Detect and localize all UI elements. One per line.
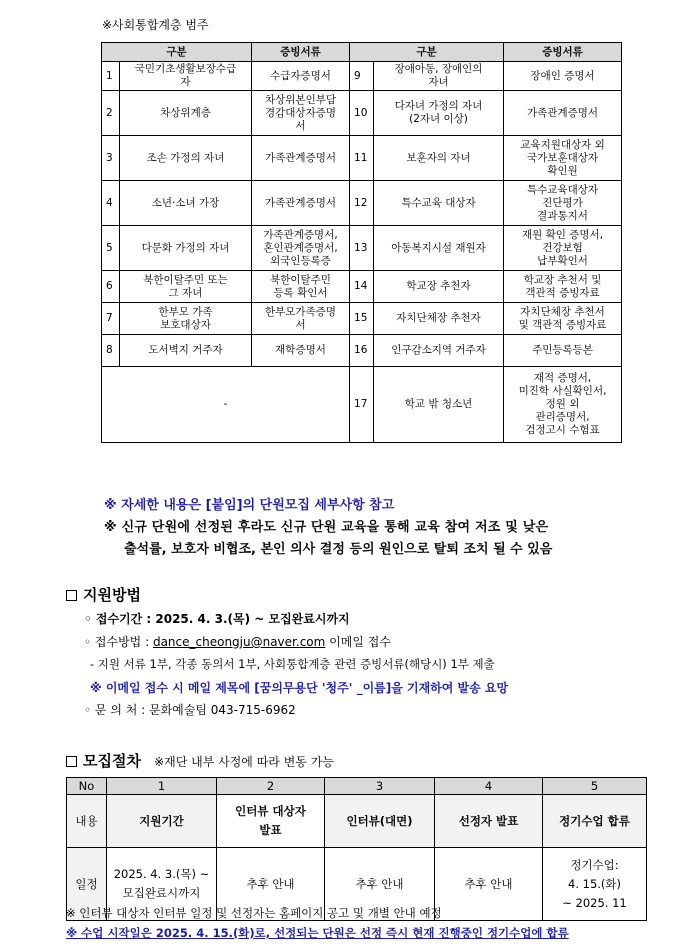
category-cell: 자치단체장 추천자 xyxy=(374,303,504,335)
document-cell: 차상위본인부담 경감대상자증명 서 xyxy=(252,91,350,136)
process-schedule: 정기수업: 4. 15.(화) ~ 2025. 11 xyxy=(543,848,647,921)
process-header-cell: No xyxy=(67,778,107,795)
circle-bullet-icon: ◦ xyxy=(84,612,96,626)
document-cell: 자치단체장 추천서 및 객관적 증빙자료 xyxy=(504,303,622,335)
document-cell: 재원 확인 증명서, 건강보험 납부확인서 xyxy=(504,226,622,271)
process-step: 인터뷰(대면) xyxy=(325,795,435,848)
table-row xyxy=(102,226,622,271)
category-cell: 장애아동, 장애인의 자녀 xyxy=(374,62,504,91)
row-number: 10 xyxy=(350,91,374,136)
apply-title: 지원방법 xyxy=(83,586,141,604)
row-number: 14 xyxy=(350,271,374,303)
row-number: 2 xyxy=(102,91,120,136)
table-row xyxy=(102,181,622,226)
category-cell-bold-suffix: 다자녀 가정의 자녀 (2자녀 이상) xyxy=(374,91,504,136)
row-number: 3 xyxy=(102,136,120,181)
row-number: 1 xyxy=(102,62,120,91)
document-cell: 교육지원대상자 외 국가보훈대상자 확인원 xyxy=(504,136,622,181)
category-cell: 한부모 가족 보호대상자 xyxy=(120,303,252,335)
table-row xyxy=(102,271,622,303)
row-number: 11 xyxy=(350,136,374,181)
process-content-row xyxy=(67,795,647,848)
process-step: 정기수업 합류 xyxy=(543,795,647,848)
process-step: 인터뷰 대상자 발표 xyxy=(217,795,325,848)
process-header-row xyxy=(67,778,647,795)
process-step: 선정자 발표 xyxy=(435,795,543,848)
apply-method xyxy=(84,633,391,650)
document-cell: 학교장 추천서 및 객관적 증빙자료 xyxy=(504,271,622,303)
circle-bullet-icon: ◦ xyxy=(84,635,95,649)
row-number: 17 xyxy=(350,367,374,443)
process-header-cell: 2 xyxy=(217,778,325,795)
document-cell: 북한이탈주민 등록 확인서 xyxy=(252,271,350,303)
table-row xyxy=(102,367,622,443)
category-cell: 북한이탈주민 또는 그 자녀 xyxy=(120,271,252,303)
document-cell: 재적 증명서, 미진학 사실확인서, 정원 외 관리증명서, 검정고시 수험표 xyxy=(504,367,622,443)
apply-mail-note: ※ 이메일 접수 시 메일 제목에 [꿈의무용단 '청주' _이름]을 기재하여 발송 요망 xyxy=(90,681,509,695)
apply-docs: - 지원 서류 1부, 각종 동의서 1부, 사회통합계층 관련 증빙서류(해당시) 1부 제출 xyxy=(90,657,495,671)
apply-period-text: 접수기간 : 2025. 4. 3.(목) ~ 모집완료시까지 xyxy=(95,612,350,626)
process-schedule: 추후 안내 xyxy=(217,848,325,921)
row-number: 15 xyxy=(350,303,374,335)
category-cell: 아동복지시설 재원자 xyxy=(374,226,504,271)
checkbox-icon xyxy=(66,590,77,601)
document-cell: 특수교육대상자 진단평가 결과통지서 xyxy=(504,181,622,226)
process-step: 지원기간 xyxy=(107,795,217,848)
apply-contact-text: 문 의 처 : 문화예술팀 043-715-6962 xyxy=(94,703,296,717)
category-cell: 특수교육 대상자 xyxy=(374,181,504,226)
apply-heading xyxy=(66,584,141,605)
process-header-cell: 3 xyxy=(325,778,435,795)
category-cell: 조손 가정의 자녀 xyxy=(120,136,252,181)
process-heading xyxy=(66,750,334,771)
table-row xyxy=(102,91,622,136)
apply-period xyxy=(84,610,350,627)
process-row-label: 일정 xyxy=(67,848,107,921)
header-category: 구분 xyxy=(102,43,252,62)
document-cell: 가족관계증명서 xyxy=(252,136,350,181)
note-withdrawal-1: ※ 신규 단원에 선정된 후라도 신규 단원 교육을 통해 교육 참여 저조 및 낮은 xyxy=(104,520,549,535)
table-row xyxy=(102,335,622,367)
row-number: 7 xyxy=(102,303,120,335)
row-number: 9 xyxy=(350,62,374,91)
note-withdrawal-2: 출석률, 보호자 비협조, 본인 의사 결정 등의 원인으로 탈퇴 조치 될 수 있음 xyxy=(124,542,553,557)
process-footnote-2: ※ 수업 시작일은 2025. 4. 15.(화)로, 선정되는 단원은 선정 즉시 현재 진행중인 정기수업에 합류 xyxy=(66,926,569,940)
email-link[interactable]: dance_cheongju@naver.com xyxy=(152,635,326,649)
category-table xyxy=(101,42,622,443)
process-header-cell: 4 xyxy=(435,778,543,795)
row-number: 4 xyxy=(102,181,120,226)
process-title: 모집절차 xyxy=(83,752,141,770)
header-category: 구분 xyxy=(350,43,504,62)
row-number: 12 xyxy=(350,181,374,226)
document-cell: 가족관계증명서, 혼인관계증명서, 외국인등록증 xyxy=(252,226,350,271)
document-cell: 가족관계증명서 xyxy=(252,181,350,226)
circle-bullet-icon: ◦ xyxy=(84,703,95,717)
note-details: ※ 자세한 내용은 [붙임]의 단원모집 세부사항 참고 xyxy=(104,498,395,513)
process-schedule: 추후 안내 xyxy=(435,848,543,921)
category-cell: 인구감소지역 거주자 xyxy=(374,335,504,367)
category-cell: 소년·소녀 가장 xyxy=(120,181,252,226)
row-number: 8 xyxy=(102,335,120,367)
process-table xyxy=(66,777,647,921)
process-subtitle: ※재단 내부 사정에 따라 변동 가능 xyxy=(154,755,334,769)
apply-contact xyxy=(84,701,296,718)
process-row-label: 내용 xyxy=(67,795,107,848)
header-document: 증빙서류 xyxy=(252,43,350,62)
document-cell: 주민등록등본 xyxy=(504,335,622,367)
table-header-row xyxy=(102,43,622,62)
document-cell: 장애인 증명서 xyxy=(504,62,622,91)
checkbox-icon xyxy=(66,756,77,767)
row-number: 16 xyxy=(350,335,374,367)
table-row xyxy=(102,136,622,181)
process-schedule: 2025. 4. 3.(목) ~ 모집완료시까지 xyxy=(107,848,217,921)
header-document: 증빙서류 xyxy=(504,43,622,62)
row-number: 13 xyxy=(350,226,374,271)
table-row xyxy=(102,303,622,335)
row-number: 6 xyxy=(102,271,120,303)
category-cell: 도서벽지 거주자 xyxy=(120,335,252,367)
document-cell: 한부모가족증명 서 xyxy=(252,303,350,335)
document-cell: 재학증명서 xyxy=(252,335,350,367)
category-cell: 다문화 가정의 자녀 xyxy=(120,226,252,271)
row-number: 5 xyxy=(102,226,120,271)
apply-method-suffix: 이메일 접수 xyxy=(325,635,391,649)
category-cell: 국민기초생활보장수급 자 xyxy=(120,62,252,91)
document-cell: 수급자증명서 xyxy=(252,62,350,91)
table-row xyxy=(102,62,622,91)
category-cell: 차상위계층 xyxy=(120,91,252,136)
category-cell: 학교장 추천자 xyxy=(374,271,504,303)
process-footnote-1: ※ 인터뷰 대상자 인터뷰 일정 및 선정자는 홈페이지 공고 및 개별 안내 예정 xyxy=(66,906,442,920)
process-schedule: 추후 안내 xyxy=(325,848,435,921)
category-cell: 학교 밖 청소년 xyxy=(374,367,504,443)
process-header-cell: 1 xyxy=(107,778,217,795)
apply-method-label: 접수방법 : xyxy=(94,635,153,649)
empty-cell: - xyxy=(102,367,350,443)
document-cell: 가족관계증명서 xyxy=(504,91,622,136)
category-cell: 보훈자의 자녀 xyxy=(374,136,504,181)
section-title: ※사회통합계층 범주 xyxy=(102,18,209,32)
process-header-cell: 5 xyxy=(543,778,647,795)
